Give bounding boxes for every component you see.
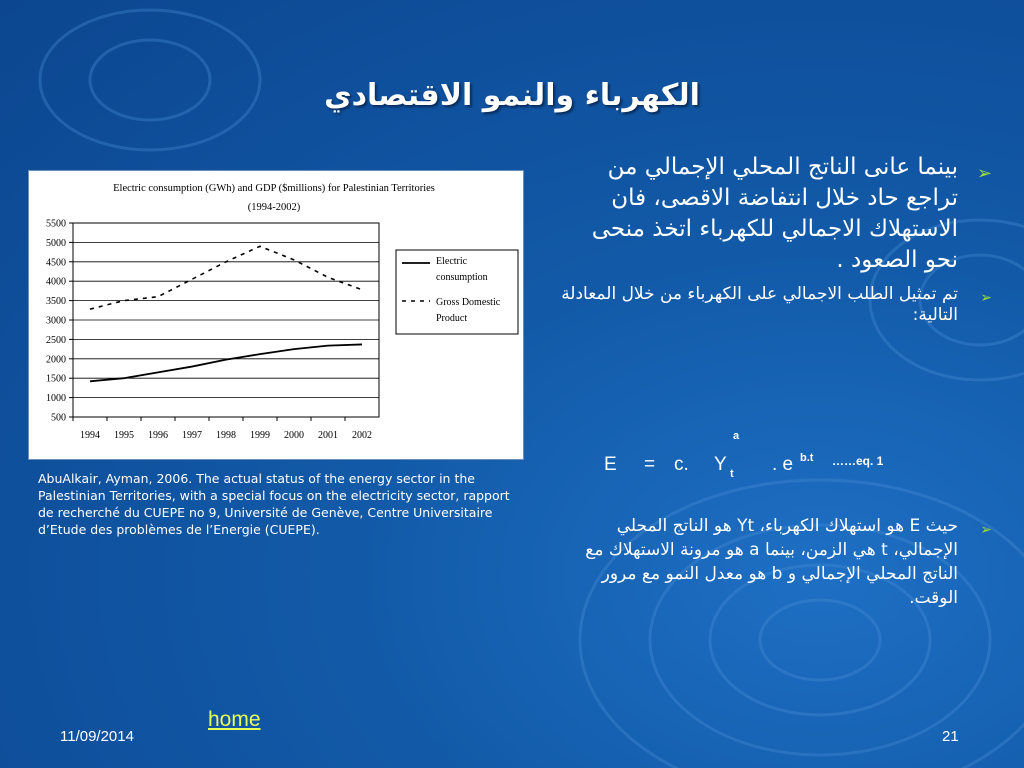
bullet-text: تم تمثيل الطلب الاجمالي على الكهرباء من خلال المعادلة التالية:	[561, 284, 958, 325]
legend-label-electric-2: consumption	[436, 272, 488, 283]
equation-reference: ……eq. 1	[832, 454, 884, 468]
equation-Y: Y	[714, 454, 727, 475]
y-tick-label: 500	[51, 412, 66, 424]
y-tick-label: 3500	[46, 296, 66, 308]
y-tick-label: 3000	[46, 315, 66, 327]
equation-c: c.	[674, 454, 689, 475]
equation	[600, 428, 920, 488]
y-tick-label: 4000	[46, 276, 66, 288]
x-tick-label: 1995	[114, 430, 134, 441]
y-tick-label: 1500	[46, 373, 66, 385]
equation-e: . e	[772, 454, 794, 475]
y-tick-label: 1000	[46, 393, 66, 405]
x-tick-label: 1998	[216, 430, 236, 441]
bullet-item	[560, 284, 998, 326]
slide-title: الكهرباء والنمو الاقتصادي	[324, 78, 700, 113]
legend-label-gdp-2: Product	[436, 313, 468, 324]
y-tick-label: 2500	[46, 334, 66, 346]
y-tick-label: 4500	[46, 257, 66, 269]
y-tick-label: 5500	[46, 218, 66, 230]
line-chart	[29, 171, 523, 459]
x-tick-label: 1999	[250, 430, 270, 441]
chart-title: Electric consumption (GWh) and GDP ($millions) for Palestinian Territories	[113, 183, 435, 194]
x-tick-label: 1994	[80, 430, 100, 441]
series-line-gdp	[90, 246, 362, 309]
y-tick-label: 5000	[46, 237, 66, 249]
bullet-item	[560, 152, 998, 276]
equation-equals: =	[644, 454, 656, 475]
page-number: 21	[942, 728, 959, 745]
bullet-item	[560, 514, 998, 610]
bullet-text: حيث E هو استهلاك الكهرباء، Yt هو الناتج المحلي الإجمالي، t هي الزمن، بينما a هو مرونة الاستهلاك مع الناتج المحلي الإجمالي و b هو معدل النمو مع مرور الوقت.	[585, 516, 958, 608]
legend-label-gdp-1: Gross Domestic	[436, 297, 501, 308]
legend-label-electric-1: Electric	[436, 256, 468, 267]
bullet-list	[560, 152, 998, 326]
series-line-electric	[90, 344, 362, 381]
equation-sup-a: a	[733, 430, 740, 442]
home-link[interactable]: home	[208, 708, 261, 731]
bullet-list-2	[560, 514, 998, 610]
equation-sub-t: t	[730, 468, 734, 480]
footer-date: 11/09/2014	[60, 728, 134, 745]
x-tick-label: 1996	[148, 430, 168, 441]
bullet-text: بينما عانى الناتج المحلي الإجمالي من تراجع حاد خلال انتفاضة الاقصى، فان الاستهلاك الاجمالي للكهرباء اتخذ منحى نحو الصعود .	[591, 154, 958, 273]
y-tick-label: 2000	[46, 354, 66, 366]
chart-subtitle: (1994-2002)	[247, 202, 301, 213]
source-caption: AbuAlkair, Ayman, 2006. The actual status of the energy sector in the Palestinian Territories, with a special focus on the electricity sector, rapport de recherché du CUEPE no 9, Université de Genève, Centre Universitaire d’Etude des problèmes de l’Energie (CUEPE).	[38, 471, 510, 537]
arrow-bullet-icon: ➢	[976, 163, 992, 184]
x-tick-label: 1997	[182, 430, 202, 441]
x-tick-label: 2000	[284, 430, 304, 441]
arrow-bullet-icon: ➢	[980, 522, 992, 538]
equation-sup-bt: b.t	[800, 452, 814, 464]
x-tick-label: 2002	[352, 430, 372, 441]
x-tick-label: 2001	[318, 430, 338, 441]
chart-panel	[28, 170, 524, 460]
arrow-bullet-icon: ➢	[980, 290, 992, 306]
equation-E: E	[604, 454, 617, 475]
